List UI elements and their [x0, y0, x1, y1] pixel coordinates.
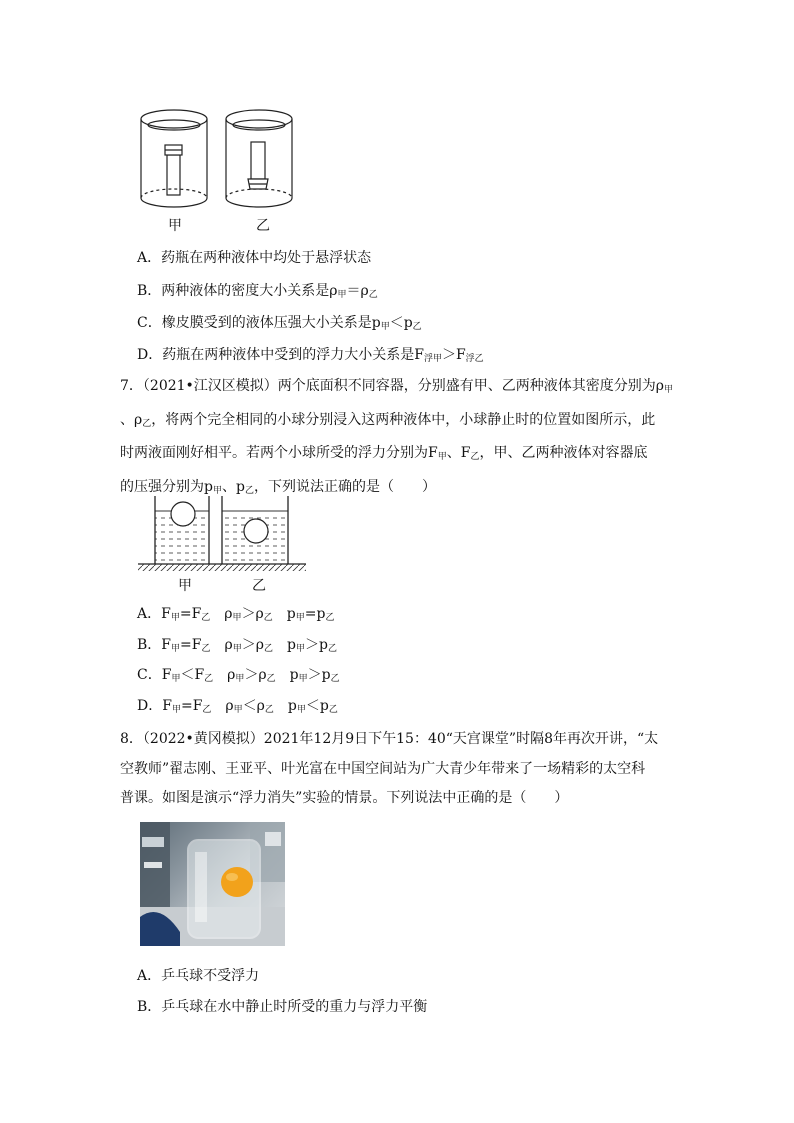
- ball-right: [244, 519, 268, 543]
- cylinder-right: [226, 110, 292, 207]
- q7-option-d: D．$F_甲=F_乙$ $\rho_甲<\rho_乙$ $p_甲<p_乙$: [137, 698, 338, 715]
- cylinder-left: [141, 110, 207, 207]
- ball-left: [171, 502, 195, 526]
- figure-cylinders: [135, 105, 300, 220]
- q7-option-c: C．$F_甲<F_乙$ $\rho_甲>\rho_乙$ $p_甲>p_乙$: [137, 667, 340, 684]
- figure2-label-right: 乙: [252, 578, 266, 594]
- q6-option-a: A．药瓶在两种液体中均处于悬浮状态: [137, 250, 372, 266]
- q6-option-d: D．药瓶在两种液体中受到的浮力大小关系是$F_{浮甲}>F_{浮乙}$: [137, 347, 484, 364]
- photo-drawing: [140, 822, 285, 946]
- figure1-label-right: 乙: [256, 218, 270, 234]
- q7-option-a: A．$F_甲=F_乙$ $\rho_甲>\rho_乙$ $p_甲=p_乙$: [137, 606, 335, 623]
- q8-stem: [120, 725, 680, 814]
- q7-option-b: B．$F_甲=F_乙$ $\rho_甲>\rho_乙$ $p_甲>p_乙$: [137, 637, 337, 654]
- q8-line3: 普课。如图是演示“浮力消失”实验的情景。下列说法中正确的是（ ）: [120, 790, 569, 806]
- q7-line4: 的压强分别为$p_甲$、$p_乙$，下列说法正确的是（ ）: [120, 478, 436, 496]
- q8-option-a: A．乒乓球不受浮力: [137, 968, 260, 984]
- q8-line1: 8．（2022•黄冈模拟）2021年12月9日下午15：40“天宫课堂”时隔8年再次开讲，“太: [120, 731, 659, 747]
- figure-containers: [136, 494, 308, 576]
- q7-line2: 、$\rho_乙$，将两个完全相同的小球分别浸入这两种液体中，小球静止时的位置如图所示，此: [120, 411, 656, 429]
- q8-option-b: B．乒乓球在水中静止时所受的重力与浮力平衡: [137, 999, 428, 1015]
- q7-line3: 时两液面刚好相平。若两个小球所受的浮力分别为$F_甲$、$F_乙$，甲、乙两种液体对容器底: [120, 445, 648, 462]
- q6-option-b: B．两种液体的密度大小关系是$\rho_甲=\rho_乙$: [137, 283, 378, 300]
- ping-pong-ball: [221, 867, 253, 897]
- figure1-label-left: 甲: [168, 218, 182, 234]
- q7-line1: 7．（2021•江汉区模拟）两个底面积不同容器，分别盛有甲、乙两种液体其密度分别为$\rho_甲$: [120, 378, 674, 395]
- figure2-label-left: 甲: [178, 578, 192, 594]
- q7-stem: [120, 372, 680, 506]
- q6-option-c: C．橡皮膜受到的液体压强大小关系是$p_甲<p_乙$: [137, 315, 422, 332]
- q8-line2: 空教师”翟志刚、王亚平、叶光富在中国空间站为广大青少年带来了一场精彩的太空科: [120, 760, 646, 777]
- space-station-photo: [140, 822, 285, 946]
